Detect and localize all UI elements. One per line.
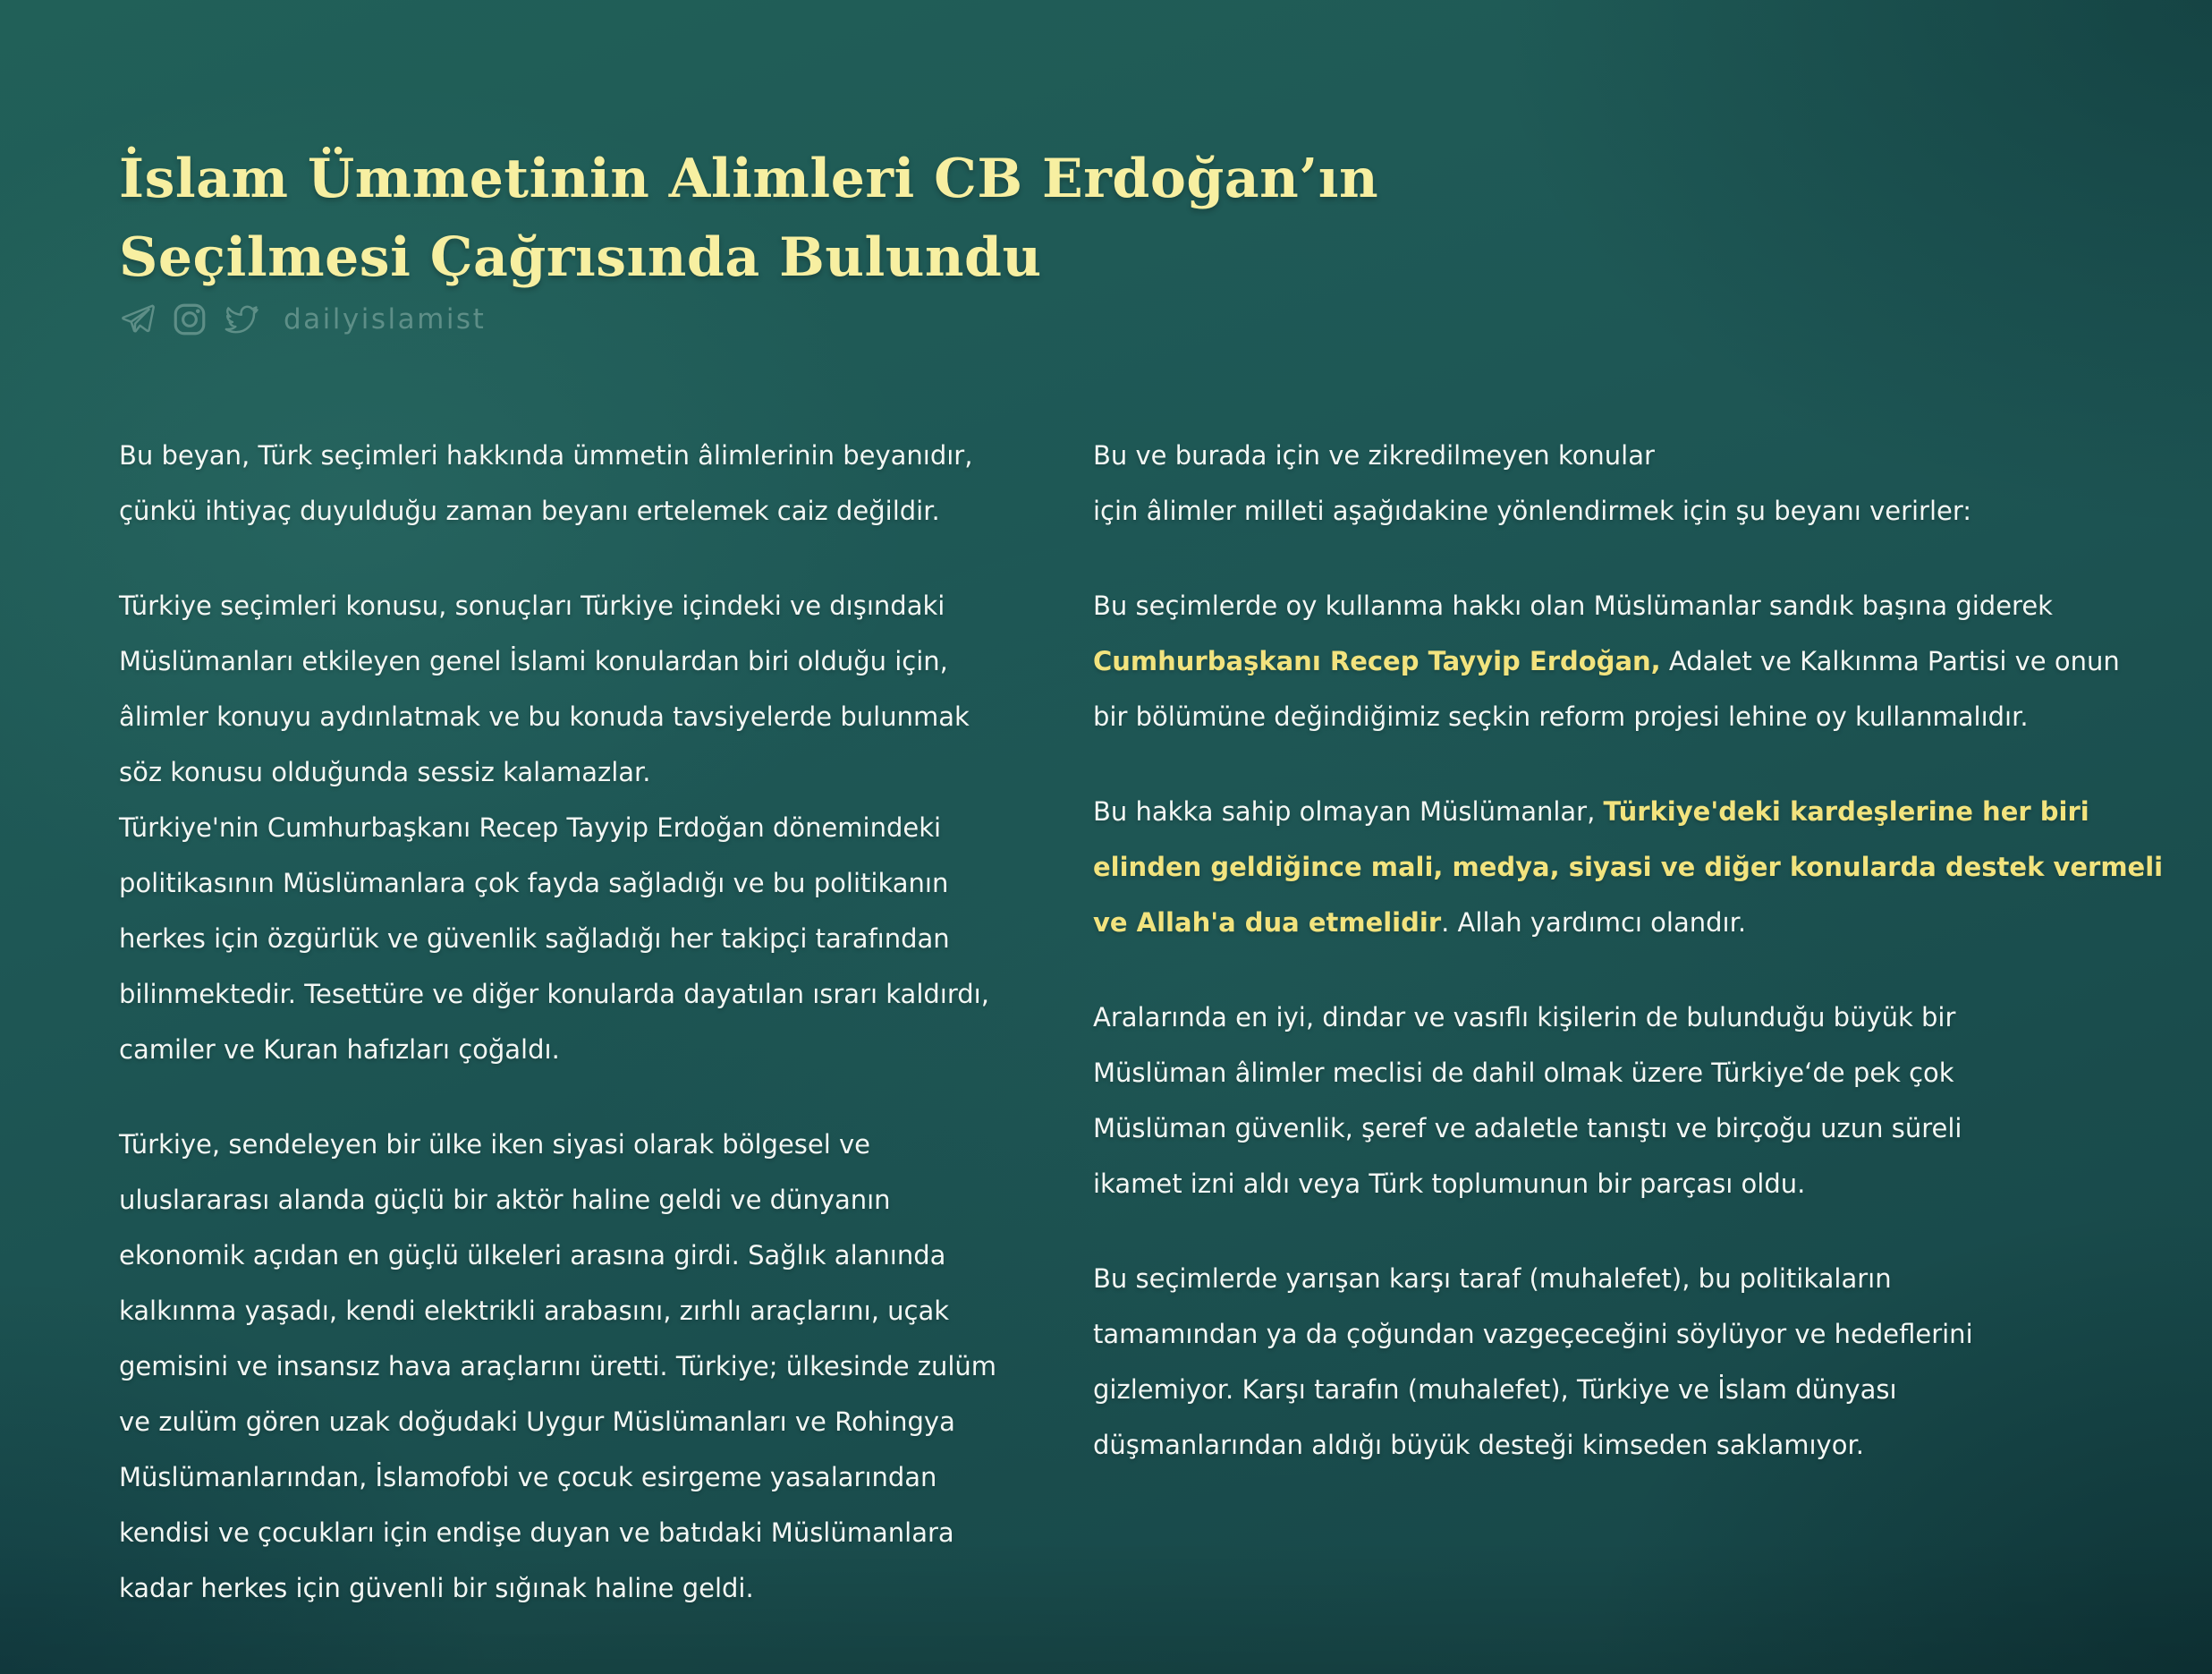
body-line xyxy=(119,689,1089,744)
body-text: Müslümanları etkileyen genel İslami konulardan biri olduğu için, xyxy=(119,646,948,676)
page-title xyxy=(119,140,1378,297)
paragraph xyxy=(1093,1251,2209,1473)
body-text: . Allah yardımcı olandır. xyxy=(1441,907,1747,938)
body-text: Bu seçimlerde oy kullanma hakkı olan Müslümanlar sandık başına giderek xyxy=(1093,591,2053,621)
telegram-icon xyxy=(119,301,157,338)
body-text: herkes için özgürlük ve güvenlik sağladığı her takipçi tarafından xyxy=(119,923,950,954)
body-text: kadar herkes için güvenli bir sığınak haline geldi. xyxy=(119,1573,754,1603)
paragraph xyxy=(1093,428,2209,539)
body-text: ve zulüm gören uzak doğudaki Uygur Müslümanları ve Rohingya xyxy=(119,1406,955,1437)
body-text: camiler ve Kuran hafızları çoğaldı. xyxy=(119,1034,560,1065)
body-line xyxy=(119,1394,1089,1449)
body-line xyxy=(1093,1156,2209,1211)
body-line xyxy=(119,1228,1089,1283)
body-text: Türkiye seçimleri konusu, sonuçları Türkiye içindeki ve dışındaki xyxy=(119,591,945,621)
paragraph xyxy=(1093,784,2209,950)
body-line xyxy=(1093,1045,2209,1100)
body-text: çünkü ihtiyaç duyulduğu zaman beyanı ertelemek caiz değildir. xyxy=(119,496,940,526)
body-line xyxy=(1093,1306,2209,1362)
body-line xyxy=(1093,1417,2209,1473)
right-column xyxy=(1093,428,2209,1473)
page-title-line-2: Seçilmesi Çağrısında Bulundu xyxy=(119,226,1042,290)
body-text: ekonomik açıdan en güçlü ülkeleri arasına girdi. Sağlık alanında xyxy=(119,1240,946,1270)
body-line xyxy=(119,578,1089,633)
body-line xyxy=(1093,483,2209,539)
body-line xyxy=(1093,895,2209,950)
body-line xyxy=(119,744,1089,800)
body-line xyxy=(119,800,1089,855)
body-line xyxy=(1093,633,2209,689)
body-line xyxy=(119,633,1089,689)
body-line xyxy=(119,1022,1089,1077)
body-line xyxy=(119,1117,1089,1172)
body-text: tamamından ya da çoğundan vazgeçeceğini söylüyor ve hedeflerini xyxy=(1093,1319,1973,1349)
highlighted-text: elinden geldiğince mali, medya, siyasi ve diğer konularda destek vermeli xyxy=(1093,852,2164,882)
paragraph xyxy=(119,578,1089,1077)
body-line xyxy=(119,1338,1089,1394)
highlighted-text: ve Allah'a dua etmelidir xyxy=(1093,907,1442,938)
body-text: Aralarında en iyi, dindar ve vasıflı kişilerin de bulunduğu büyük bir xyxy=(1093,1002,1956,1032)
body-line xyxy=(1093,1100,2209,1156)
social-handle: dailyislamist xyxy=(284,303,487,336)
body-text: gemisini ve insansız hava araçlarını üretti. Türkiye; ülkesinde zulüm xyxy=(119,1351,997,1381)
body-text: kendisi ve çocukları için endişe duyan ve batıdaki Müslümanlara xyxy=(119,1517,954,1548)
body-line xyxy=(1093,689,2209,744)
body-text: düşmanlarından aldığı büyük desteği kimseden saklamıyor. xyxy=(1093,1430,1864,1460)
body-text: söz konusu olduğunda sessiz kalamazlar. xyxy=(119,757,651,787)
body-line xyxy=(119,966,1089,1022)
body-line xyxy=(1093,839,2209,895)
body-text: Adalet ve Kalkınma Partisi ve onun xyxy=(1660,646,2120,676)
body-text: politikasının Müslümanlara çok fayda sağladığı ve bu politikanın xyxy=(119,868,949,898)
body-text: Müslüman âlimler meclisi de dahil olmak üzere Türkiye‘de pek çok xyxy=(1093,1058,1954,1088)
body-line xyxy=(119,1283,1089,1338)
body-text: ikamet izni aldı veya Türk toplumunun bir parçası oldu. xyxy=(1093,1168,1806,1199)
body-line xyxy=(119,855,1089,911)
body-line xyxy=(1093,990,2209,1045)
body-line xyxy=(119,1449,1089,1505)
body-line xyxy=(119,1505,1089,1560)
body-line xyxy=(119,1172,1089,1228)
body-line xyxy=(119,428,1089,483)
body-text: Türkiye'nin Cumhurbaşkanı Recep Tayyip Erdoğan dönemindeki xyxy=(119,812,942,843)
page-title-line-1: İslam Ümmetinin Alimleri CB Erdoğan’ın xyxy=(119,148,1379,211)
body-text: Müslüman güvenlik, şeref ve adaletle tanıştı ve birçoğu uzun süreli xyxy=(1093,1113,1962,1143)
body-line xyxy=(1093,1251,2209,1306)
highlighted-text: Cumhurbaşkanı Recep Tayyip Erdoğan, xyxy=(1093,646,1661,676)
body-line xyxy=(119,1560,1089,1616)
body-line xyxy=(119,483,1089,539)
body-text: Bu beyan, Türk seçimleri hakkında ümmetin âlimlerinin beyanıdır, xyxy=(119,440,973,471)
body-text: uluslararası alanda güçlü bir aktör haline geldi ve dünyanın xyxy=(119,1185,891,1215)
body-text: kalkınma yaşadı, kendi elektrikli arabasını, zırhlı araçlarını, uçak xyxy=(119,1296,950,1326)
body-text: Müslümanlarından, İslamofobi ve çocuk esirgeme yasalarından xyxy=(119,1462,937,1492)
paragraph xyxy=(1093,578,2209,744)
highlighted-text: Türkiye'deki kardeşlerine her biri xyxy=(1603,796,2089,827)
body-line xyxy=(119,911,1089,966)
body-text: için âlimler milleti aşağıdakine yönlendirmek için şu beyanı verirler: xyxy=(1093,496,1972,526)
body-line xyxy=(1093,1362,2209,1417)
paragraph xyxy=(119,1117,1089,1616)
left-column xyxy=(119,428,1089,1616)
body-text: gizlemiyor. Karşı tarafın (muhalefet), Türkiye ve İslam dünyası xyxy=(1093,1374,1897,1405)
twitter-icon xyxy=(223,301,260,338)
body-text: bir bölümüne değindiğimiz seçkin reform projesi lehine oy kullanmalıdır. xyxy=(1093,701,2029,732)
body-line xyxy=(1093,428,2209,483)
paragraph xyxy=(119,428,1089,539)
body-text: Türkiye, sendeleyen bir ülke iken siyasi olarak bölgesel ve xyxy=(119,1129,870,1160)
body-text: Bu seçimlerde yarışan karşı taraf (muhalefet), bu politikaların xyxy=(1093,1263,1892,1294)
body-line xyxy=(1093,578,2209,633)
body-text: Bu ve burada için ve zikredilmeyen konular xyxy=(1093,440,1655,471)
paragraph xyxy=(1093,990,2209,1211)
body-text: Bu hakka sahip olmayan Müslümanlar, xyxy=(1093,796,1604,827)
body-text: âlimler konuyu aydınlatmak ve bu konuda tavsiyelerde bulunmak xyxy=(119,701,970,732)
body-text: bilinmektedir. Tesettüre ve diğer konularda dayatılan ısrarı kaldırdı, xyxy=(119,979,989,1009)
social-row xyxy=(119,301,486,338)
instagram-icon xyxy=(171,301,208,338)
body-line xyxy=(1093,784,2209,839)
